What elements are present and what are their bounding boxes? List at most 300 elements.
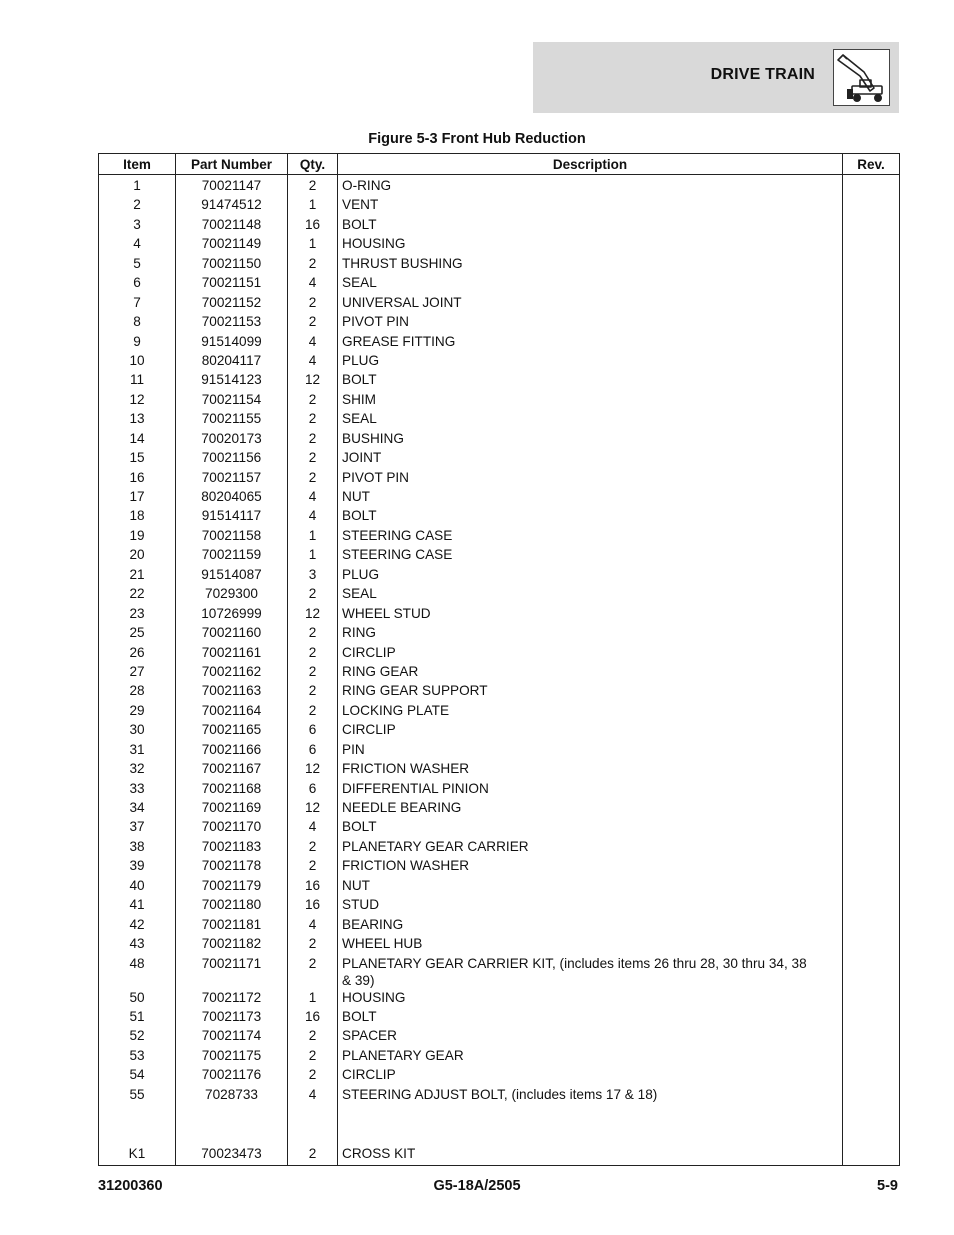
cell-description: BUSHING bbox=[338, 430, 843, 449]
cell-qty: 16 bbox=[288, 216, 338, 235]
cell-qty: 2 bbox=[288, 175, 338, 197]
cell-rev bbox=[843, 507, 900, 526]
cell-item: 42 bbox=[99, 916, 176, 935]
cell-rev bbox=[843, 838, 900, 857]
cell-qty: 6 bbox=[288, 721, 338, 740]
cell-description: SHIM bbox=[338, 391, 843, 410]
cell-qty: 1 bbox=[288, 196, 338, 215]
cell-item: 41 bbox=[99, 896, 176, 915]
cell-part-number: 70021173 bbox=[176, 1008, 288, 1027]
cell-part-number: 70021167 bbox=[176, 760, 288, 779]
cell-part-number: 70021160 bbox=[176, 624, 288, 643]
cell-rev bbox=[843, 935, 900, 954]
cell-part-number: 80204065 bbox=[176, 488, 288, 507]
cell-item: K1 bbox=[99, 1145, 176, 1165]
cell-rev bbox=[843, 916, 900, 935]
table-row bbox=[99, 877, 900, 896]
cell-rev bbox=[843, 255, 900, 274]
cell-qty: 2 bbox=[288, 1066, 338, 1085]
cell-qty: 2 bbox=[288, 682, 338, 701]
cell-item: 22 bbox=[99, 585, 176, 604]
cell-description: VENT bbox=[338, 196, 843, 215]
cell-part-number: 70021151 bbox=[176, 274, 288, 293]
cell-part-number: 80204117 bbox=[176, 352, 288, 371]
section-header bbox=[533, 42, 899, 113]
cell-description: NEEDLE BEARING bbox=[338, 799, 843, 818]
cell-qty: 12 bbox=[288, 605, 338, 624]
cell-description: CIRCLIP bbox=[338, 644, 843, 663]
cell-description: BOLT bbox=[338, 818, 843, 837]
cell-item: 10 bbox=[99, 352, 176, 371]
cell-part-number: 70021165 bbox=[176, 721, 288, 740]
cell-qty: 4 bbox=[288, 916, 338, 935]
cell-description: FRICTION WASHER bbox=[338, 760, 843, 779]
cell-rev bbox=[843, 1145, 900, 1165]
cell-description: LOCKING PLATE bbox=[338, 702, 843, 721]
cell-description: PLANETARY GEAR bbox=[338, 1047, 843, 1066]
cell-item: 51 bbox=[99, 1008, 176, 1027]
cell-qty: 2 bbox=[288, 391, 338, 410]
cell-item: 14 bbox=[99, 430, 176, 449]
cell-item: 31 bbox=[99, 741, 176, 760]
table-row bbox=[99, 507, 900, 526]
table-row bbox=[99, 235, 900, 254]
cell-rev bbox=[843, 1105, 900, 1145]
cell-part-number: 70020173 bbox=[176, 430, 288, 449]
cell-qty: 2 bbox=[288, 663, 338, 682]
parts-table bbox=[98, 153, 900, 1166]
cell-item: 50 bbox=[99, 989, 176, 1008]
table-row bbox=[99, 294, 900, 313]
cell-description: UNIVERSAL JOINT bbox=[338, 294, 843, 313]
table-row bbox=[99, 818, 900, 837]
cell-description: PLANETARY GEAR CARRIER bbox=[338, 838, 843, 857]
cell-rev bbox=[843, 818, 900, 837]
cell-rev bbox=[843, 877, 900, 896]
cell-description: STEERING CASE bbox=[338, 527, 843, 546]
cell-part-number: 70021159 bbox=[176, 546, 288, 565]
table-row bbox=[99, 527, 900, 546]
cell-description: CIRCLIP bbox=[338, 1066, 843, 1085]
cell-part-number: 7028733 bbox=[176, 1086, 288, 1105]
cell-rev bbox=[843, 391, 900, 410]
cell-item: 23 bbox=[99, 605, 176, 624]
table-row bbox=[99, 857, 900, 876]
cell-description: STUD bbox=[338, 896, 843, 915]
cell-description: BOLT bbox=[338, 216, 843, 235]
cell-qty: 2 bbox=[288, 702, 338, 721]
cell-description: GREASE FITTING bbox=[338, 333, 843, 352]
cell-description: BOLT bbox=[338, 507, 843, 526]
cell-item: 30 bbox=[99, 721, 176, 740]
cell-rev bbox=[843, 175, 900, 197]
cell-item: 33 bbox=[99, 780, 176, 799]
cell-item bbox=[99, 1105, 176, 1145]
column-header-part-number: Part Number bbox=[176, 154, 288, 175]
cell-qty: 2 bbox=[288, 624, 338, 643]
cell-rev bbox=[843, 546, 900, 565]
cell-qty: 2 bbox=[288, 838, 338, 857]
cell-item: 1 bbox=[99, 175, 176, 197]
cell-description: WHEEL HUB bbox=[338, 935, 843, 954]
cell-part-number: 70021168 bbox=[176, 780, 288, 799]
cell-part-number: 70021174 bbox=[176, 1027, 288, 1046]
table-row bbox=[99, 1008, 900, 1027]
table-row bbox=[99, 430, 900, 449]
cell-qty: 16 bbox=[288, 1008, 338, 1027]
table-row bbox=[99, 605, 900, 624]
cell-description: WHEEL STUD bbox=[338, 605, 843, 624]
cell-part-number: 70021172 bbox=[176, 989, 288, 1008]
cell-item: 39 bbox=[99, 857, 176, 876]
cell-description: THRUST BUSHING bbox=[338, 255, 843, 274]
cell-item: 26 bbox=[99, 644, 176, 663]
cell-description: STEERING ADJUST BOLT, (includes items 17 & 18) bbox=[338, 1086, 843, 1105]
cell-description: RING GEAR SUPPORT bbox=[338, 682, 843, 701]
footer-doc-number: 31200360 bbox=[98, 1178, 163, 1194]
cell-rev bbox=[843, 196, 900, 215]
cell-rev bbox=[843, 333, 900, 352]
cell-part-number: 70021176 bbox=[176, 1066, 288, 1085]
cell-rev bbox=[843, 1047, 900, 1066]
cell-part-number: 91514099 bbox=[176, 333, 288, 352]
cell-description: PIVOT PIN bbox=[338, 313, 843, 332]
cell-description: HOUSING bbox=[338, 235, 843, 254]
figure-title: Figure 5-3 Front Hub Reduction bbox=[368, 131, 586, 147]
cell-part-number: 70021182 bbox=[176, 935, 288, 954]
cell-qty: 2 bbox=[288, 410, 338, 429]
cell-item: 28 bbox=[99, 682, 176, 701]
cell-qty: 6 bbox=[288, 780, 338, 799]
table-row bbox=[99, 333, 900, 352]
cell-rev bbox=[843, 410, 900, 429]
table-row bbox=[99, 989, 900, 1008]
cell-description: HOUSING bbox=[338, 989, 843, 1008]
cell-rev bbox=[843, 955, 900, 989]
cell-description bbox=[338, 1105, 843, 1145]
cell-item: 12 bbox=[99, 391, 176, 410]
cell-part-number: 70021183 bbox=[176, 838, 288, 857]
cell-qty: 16 bbox=[288, 896, 338, 915]
cell-description: SPACER bbox=[338, 1027, 843, 1046]
table-row bbox=[99, 546, 900, 565]
table-row bbox=[99, 682, 900, 701]
table-row bbox=[99, 449, 900, 468]
cell-qty: 2 bbox=[288, 255, 338, 274]
cell-part-number: 70021170 bbox=[176, 818, 288, 837]
cell-qty: 16 bbox=[288, 877, 338, 896]
cell-description: PIN bbox=[338, 741, 843, 760]
cell-item: 43 bbox=[99, 935, 176, 954]
cell-description: BEARING bbox=[338, 916, 843, 935]
column-header-rev: Rev. bbox=[843, 154, 900, 175]
cell-description: CIRCLIP bbox=[338, 721, 843, 740]
cell-qty: 12 bbox=[288, 371, 338, 390]
cell-part-number: 70021181 bbox=[176, 916, 288, 935]
cell-item: 19 bbox=[99, 527, 176, 546]
cell-description: STEERING CASE bbox=[338, 546, 843, 565]
cell-rev bbox=[843, 216, 900, 235]
cell-description: JOINT bbox=[338, 449, 843, 468]
cell-part-number: 70021149 bbox=[176, 235, 288, 254]
cell-part-number: 91514117 bbox=[176, 507, 288, 526]
table-row bbox=[99, 644, 900, 663]
table-row bbox=[99, 352, 900, 371]
table-row bbox=[99, 488, 900, 507]
table-row bbox=[99, 566, 900, 585]
cell-rev bbox=[843, 371, 900, 390]
cell-qty: 2 bbox=[288, 1027, 338, 1046]
table-row bbox=[99, 721, 900, 740]
cell-part-number: 70021158 bbox=[176, 527, 288, 546]
cell-rev bbox=[843, 469, 900, 488]
table-row bbox=[99, 702, 900, 721]
cell-description: RING bbox=[338, 624, 843, 643]
cell-item: 52 bbox=[99, 1027, 176, 1046]
table-row bbox=[99, 216, 900, 235]
cell-part-number: 70021152 bbox=[176, 294, 288, 313]
cell-item: 2 bbox=[99, 196, 176, 215]
cell-rev bbox=[843, 430, 900, 449]
cell-rev bbox=[843, 294, 900, 313]
cell-part-number: 70021166 bbox=[176, 741, 288, 760]
cell-description: PLANETARY GEAR CARRIER KIT, (includes items 26 thru 28, 30 thru 34, 38 & 39) bbox=[338, 955, 843, 989]
cell-item: 11 bbox=[99, 371, 176, 390]
table-row bbox=[99, 624, 900, 643]
cell-item: 4 bbox=[99, 235, 176, 254]
cell-item: 16 bbox=[99, 469, 176, 488]
parts-table-body bbox=[99, 175, 900, 1166]
cell-rev bbox=[843, 274, 900, 293]
cell-rev bbox=[843, 682, 900, 701]
cell-item: 18 bbox=[99, 507, 176, 526]
column-header-qty: Qty. bbox=[288, 154, 338, 175]
cell-qty: 6 bbox=[288, 741, 338, 760]
cell-part-number: 91474512 bbox=[176, 196, 288, 215]
cell-part-number: 70021153 bbox=[176, 313, 288, 332]
cell-item: 34 bbox=[99, 799, 176, 818]
cell-item: 32 bbox=[99, 760, 176, 779]
cell-rev bbox=[843, 721, 900, 740]
section-title: DRIVE TRAIN bbox=[710, 66, 815, 83]
cell-item: 21 bbox=[99, 566, 176, 585]
table-row bbox=[99, 313, 900, 332]
cell-qty: 2 bbox=[288, 955, 338, 989]
cell-qty: 2 bbox=[288, 430, 338, 449]
cell-qty: 1 bbox=[288, 527, 338, 546]
table-row bbox=[99, 916, 900, 935]
cell-rev bbox=[843, 624, 900, 643]
table-row bbox=[99, 1105, 900, 1145]
cell-qty: 3 bbox=[288, 566, 338, 585]
cell-qty: 4 bbox=[288, 507, 338, 526]
cell-item: 9 bbox=[99, 333, 176, 352]
cell-item: 53 bbox=[99, 1047, 176, 1066]
cell-rev bbox=[843, 352, 900, 371]
table-row bbox=[99, 663, 900, 682]
cell-qty: 2 bbox=[288, 935, 338, 954]
cell-qty: 2 bbox=[288, 313, 338, 332]
table-row bbox=[99, 1047, 900, 1066]
table-row bbox=[99, 955, 900, 989]
table-row bbox=[99, 255, 900, 274]
cell-description: PLUG bbox=[338, 352, 843, 371]
cell-qty: 2 bbox=[288, 585, 338, 604]
cell-item: 38 bbox=[99, 838, 176, 857]
cell-item: 20 bbox=[99, 546, 176, 565]
cell-description: CROSS KIT bbox=[338, 1145, 843, 1165]
cell-part-number: 70021147 bbox=[176, 175, 288, 197]
cell-part-number: 10726999 bbox=[176, 605, 288, 624]
table-row bbox=[99, 760, 900, 779]
cell-description: PLUG bbox=[338, 566, 843, 585]
cell-qty bbox=[288, 1105, 338, 1145]
cell-item: 13 bbox=[99, 410, 176, 429]
table-row bbox=[99, 1027, 900, 1046]
footer-page-number: 5-9 bbox=[877, 1178, 898, 1194]
cell-part-number: 70021155 bbox=[176, 410, 288, 429]
cell-part-number: 91514123 bbox=[176, 371, 288, 390]
cell-item: 6 bbox=[99, 274, 176, 293]
table-row bbox=[99, 391, 900, 410]
cell-rev bbox=[843, 799, 900, 818]
table-row bbox=[99, 371, 900, 390]
cell-part-number: 70021175 bbox=[176, 1047, 288, 1066]
table-row bbox=[99, 1145, 900, 1165]
cell-rev bbox=[843, 1027, 900, 1046]
cell-rev bbox=[843, 896, 900, 915]
cell-qty: 2 bbox=[288, 857, 338, 876]
cell-rev bbox=[843, 702, 900, 721]
cell-rev bbox=[843, 760, 900, 779]
cell-part-number: 91514087 bbox=[176, 566, 288, 585]
cell-part-number: 70021162 bbox=[176, 663, 288, 682]
cell-part-number: 70021164 bbox=[176, 702, 288, 721]
cell-rev bbox=[843, 857, 900, 876]
table-row bbox=[99, 274, 900, 293]
cell-part-number: 7029300 bbox=[176, 585, 288, 604]
cell-qty: 12 bbox=[288, 760, 338, 779]
table-row bbox=[99, 838, 900, 857]
cell-part-number: 70021156 bbox=[176, 449, 288, 468]
cell-description: RING GEAR bbox=[338, 663, 843, 682]
cell-description: FRICTION WASHER bbox=[338, 857, 843, 876]
cell-rev bbox=[843, 663, 900, 682]
cell-part-number bbox=[176, 1105, 288, 1145]
cell-qty: 4 bbox=[288, 333, 338, 352]
cell-item: 25 bbox=[99, 624, 176, 643]
table-row bbox=[99, 469, 900, 488]
cell-item: 48 bbox=[99, 955, 176, 989]
cell-description: SEAL bbox=[338, 585, 843, 604]
cell-rev bbox=[843, 605, 900, 624]
cell-rev bbox=[843, 780, 900, 799]
cell-item: 17 bbox=[99, 488, 176, 507]
cell-qty: 4 bbox=[288, 274, 338, 293]
cell-qty: 4 bbox=[288, 818, 338, 837]
table-header-row bbox=[99, 154, 900, 175]
cell-item: 29 bbox=[99, 702, 176, 721]
table-row bbox=[99, 799, 900, 818]
column-header-description: Description bbox=[338, 154, 843, 175]
cell-part-number: 70021148 bbox=[176, 216, 288, 235]
cell-rev bbox=[843, 235, 900, 254]
cell-qty: 4 bbox=[288, 1086, 338, 1105]
table-row bbox=[99, 410, 900, 429]
cell-rev bbox=[843, 1086, 900, 1105]
cell-item: 55 bbox=[99, 1086, 176, 1105]
table-row bbox=[99, 780, 900, 799]
table-row bbox=[99, 935, 900, 954]
cell-item: 8 bbox=[99, 313, 176, 332]
cell-qty: 2 bbox=[288, 294, 338, 313]
cell-item: 7 bbox=[99, 294, 176, 313]
cell-rev bbox=[843, 449, 900, 468]
cell-description: NUT bbox=[338, 488, 843, 507]
cell-rev bbox=[843, 741, 900, 760]
table-row bbox=[99, 585, 900, 604]
cell-rev bbox=[843, 644, 900, 663]
cell-qty: 12 bbox=[288, 799, 338, 818]
cell-qty: 1 bbox=[288, 989, 338, 1008]
cell-item: 15 bbox=[99, 449, 176, 468]
cell-qty: 1 bbox=[288, 235, 338, 254]
cell-description: SEAL bbox=[338, 274, 843, 293]
table-row bbox=[99, 175, 900, 197]
cell-rev bbox=[843, 527, 900, 546]
cell-description: O-RING bbox=[338, 175, 843, 197]
cell-part-number: 70021157 bbox=[176, 469, 288, 488]
cell-item: 3 bbox=[99, 216, 176, 235]
table-row bbox=[99, 196, 900, 215]
cell-part-number: 70021154 bbox=[176, 391, 288, 410]
cell-description: NUT bbox=[338, 877, 843, 896]
cell-part-number: 70021179 bbox=[176, 877, 288, 896]
cell-qty: 4 bbox=[288, 488, 338, 507]
cell-rev bbox=[843, 488, 900, 507]
cell-part-number: 70021171 bbox=[176, 955, 288, 989]
cell-item: 5 bbox=[99, 255, 176, 274]
cell-rev bbox=[843, 585, 900, 604]
cell-item: 54 bbox=[99, 1066, 176, 1085]
footer-model: G5-18A/2505 bbox=[433, 1178, 521, 1194]
lift-machine-icon bbox=[833, 49, 890, 106]
cell-item: 40 bbox=[99, 877, 176, 896]
cell-rev bbox=[843, 566, 900, 585]
cell-qty: 2 bbox=[288, 644, 338, 663]
cell-item: 27 bbox=[99, 663, 176, 682]
cell-part-number: 70021169 bbox=[176, 799, 288, 818]
cell-part-number: 70021161 bbox=[176, 644, 288, 663]
cell-qty: 2 bbox=[288, 449, 338, 468]
cell-qty: 4 bbox=[288, 352, 338, 371]
cell-rev bbox=[843, 1066, 900, 1085]
cell-description: DIFFERENTIAL PINION bbox=[338, 780, 843, 799]
cell-qty: 1 bbox=[288, 546, 338, 565]
cell-rev bbox=[843, 313, 900, 332]
cell-qty: 2 bbox=[288, 1047, 338, 1066]
cell-qty: 2 bbox=[288, 1145, 338, 1165]
table-row bbox=[99, 896, 900, 915]
cell-part-number: 70021180 bbox=[176, 896, 288, 915]
cell-description: BOLT bbox=[338, 371, 843, 390]
cell-part-number: 70023473 bbox=[176, 1145, 288, 1165]
table-row bbox=[99, 741, 900, 760]
table-row bbox=[99, 1086, 900, 1105]
cell-item: 37 bbox=[99, 818, 176, 837]
cell-part-number: 70021178 bbox=[176, 857, 288, 876]
table-row bbox=[99, 1066, 900, 1085]
